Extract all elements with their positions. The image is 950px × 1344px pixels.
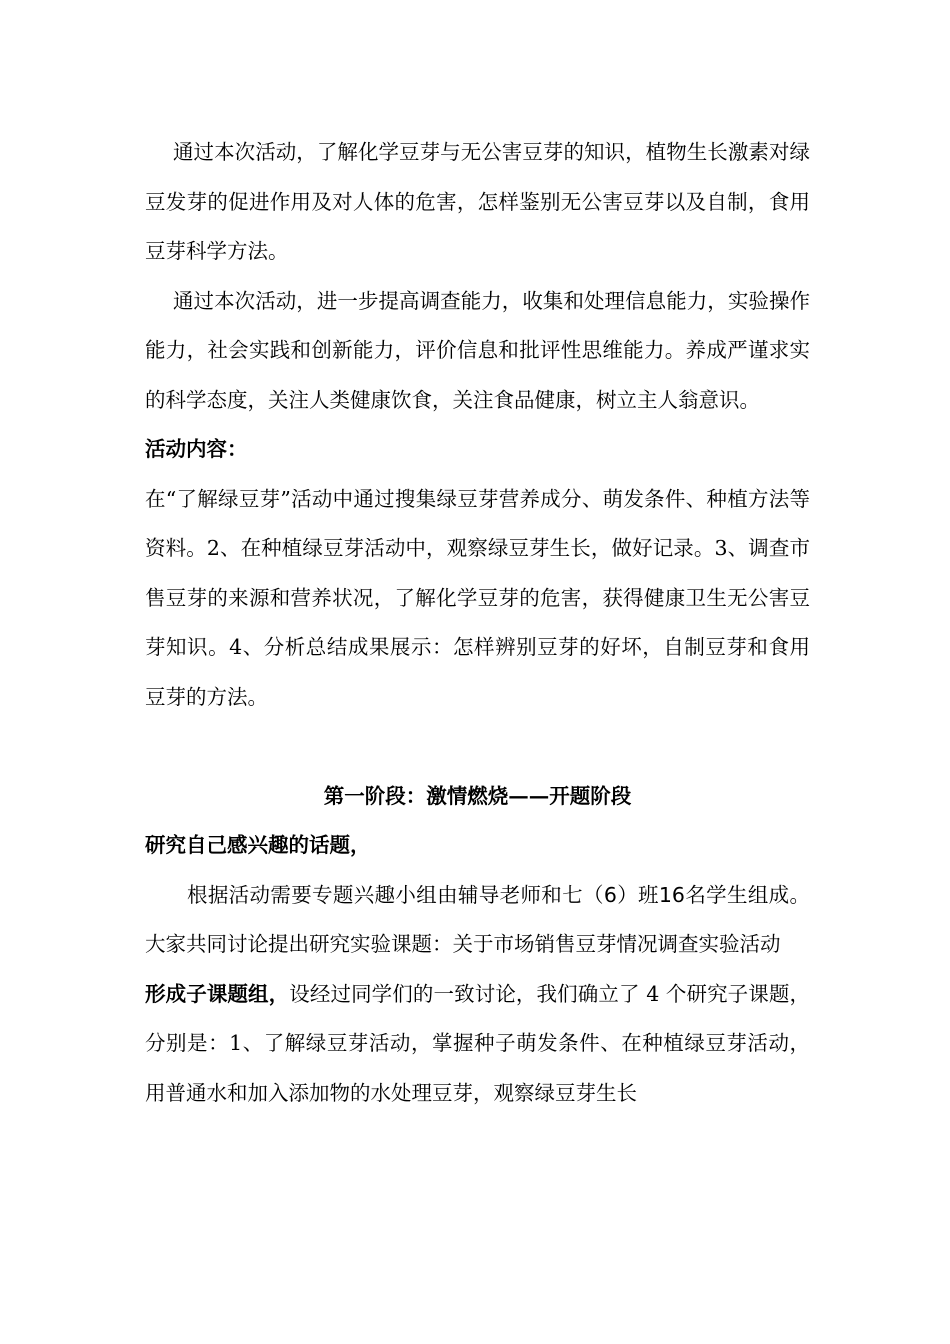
heading-research-topic: 研究自己感兴趣的话题，: [145, 833, 371, 857]
paragraph-subtopics: [145, 970, 810, 1119]
student-count: 16: [658, 882, 685, 907]
class-number: 6: [603, 882, 617, 907]
stage-title: 第一阶段：激情燃烧——开题阶段: [323, 783, 632, 808]
paragraph-activity-content: 在“了解绿豆芽”活动中通过搜集绿豆芽营养成分、萌发条件、种植方法等资料。2、在种植绿豆芽活动中，观察绿豆芽生长，做好记录。3、调查市售豆芽的来源和营养状况，了解化学豆芽的危害，获得健康卫生无公害豆芽知识。4、分析总结成果展示：怎样辨别豆芽的好坏，自制豆芽和食用豆芽的方法。: [145, 486, 810, 709]
group-text-a: 根据活动需要专题兴趣小组由辅导老师和七（: [187, 882, 604, 907]
group-text-c: 名学生组成。大家共同讨论提出研究实验课题：关于市场销售豆芽情况调查实验活动: [145, 882, 811, 956]
group-text-b: ）班: [616, 882, 659, 907]
paragraph-goals-ability: 通过本次活动，进一步提高调查能力，收集和处理信息能力，实验操作能力，社会实践和创新能力，评价信息和批评性思维能力。养成严谨求实的科学态度，关注人类健康饮食，关注食品健康，树立主人翁意识。: [145, 288, 810, 412]
document-page: [145, 128, 810, 1118]
subtopics-lead: 形成子课题组，: [145, 981, 290, 1006]
paragraph-goals-knowledge: 通过本次活动，了解化学豆芽与无公害豆芽的知识，植物生长激素对绿豆发芽的促进作用及对人体的危害，怎样鉴别无公害豆芽以及自制，食用豆芽科学方法。: [145, 140, 810, 263]
subtopics-text: 设经过同学们的一致讨论，我们确立了 4 个研究子课题，分别是：1、了解绿豆芽活动，掌握种子萌发条件、在种植绿豆芽活动，用普通水和加入添加物的水处理豆芽，观察绿豆芽生长: [145, 981, 810, 1105]
spacer: [145, 722, 810, 772]
paragraph-group-formation: [145, 871, 810, 970]
heading-activity-content: 活动内容：: [145, 437, 248, 461]
